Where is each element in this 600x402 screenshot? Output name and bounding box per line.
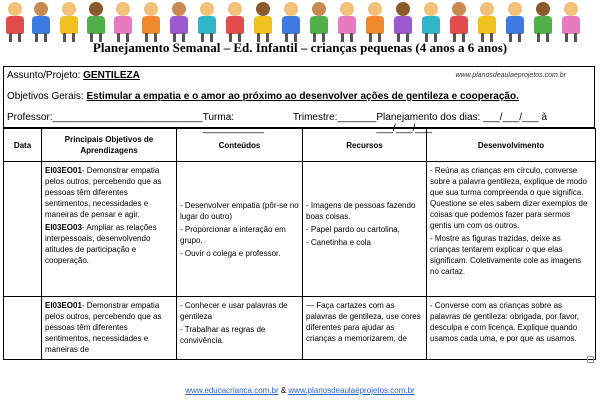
table-header-row bbox=[4, 129, 596, 162]
child-illustration bbox=[140, 2, 162, 42]
resources-cell bbox=[303, 162, 427, 297]
table-row bbox=[4, 297, 596, 360]
plan-table bbox=[3, 128, 596, 360]
child-illustration bbox=[85, 2, 107, 42]
contents-cell bbox=[177, 297, 303, 360]
table-row bbox=[4, 162, 596, 297]
content-item: - Trabalhar as regras de convivência. bbox=[180, 325, 266, 345]
subject-value: GENTILEZA bbox=[83, 70, 140, 81]
objective-code: EI03EO01 bbox=[45, 166, 82, 175]
child-illustration bbox=[4, 2, 26, 42]
subject-label: Assunto/Projeto: bbox=[7, 70, 81, 81]
objective-text: - Ampliar as relações interpessoais, desenvolvendo atitudes de participação e cooperação. bbox=[45, 223, 157, 265]
plan-header bbox=[3, 66, 595, 134]
child-illustration bbox=[196, 2, 218, 42]
content-item: - Conhecer e usar palavras de gentileza bbox=[180, 301, 288, 321]
site-url[interactable]: www.planosdeaulaeprojetos.com.br bbox=[455, 72, 566, 79]
content-item: - Ouvir o colega e professor. bbox=[180, 249, 281, 258]
resource-item: - Imagens de pessoas fazendo boas coisas. bbox=[306, 201, 416, 221]
child-illustration bbox=[448, 2, 470, 42]
child-illustration bbox=[336, 2, 358, 42]
objectives-label: Objetivos Gerais: bbox=[7, 91, 84, 102]
content-item: - Proporcionar a interação em grupo. bbox=[180, 225, 286, 245]
development-item: - Converse com as crianças sobre as palavras de gentileza: obrigada, por favor, desculpa e com licença. Explique quando usamos cada uma, e por que as usamos. bbox=[430, 301, 579, 343]
child-illustration bbox=[168, 2, 190, 42]
header-date: Data bbox=[4, 129, 42, 162]
objectives-cell bbox=[42, 162, 177, 297]
child-illustration bbox=[58, 2, 80, 42]
development-cell bbox=[427, 297, 596, 360]
content-item: - Desenvolver empatia (pôr-se no lugar do outro) bbox=[180, 201, 299, 221]
objective-code: EI03EO01 bbox=[45, 301, 82, 310]
child-illustration bbox=[30, 2, 52, 42]
child-illustration bbox=[560, 2, 582, 42]
date-cell[interactable] bbox=[4, 297, 42, 360]
child-illustration bbox=[364, 2, 386, 42]
resources-cell bbox=[303, 297, 427, 360]
footer-link-planos[interactable]: www.planosdeaulaeprojetos.com.br bbox=[288, 386, 415, 395]
page-title: Planejamento Semanal – Ed. Infantil – crianças pequenas (4 anos a 6 anos) bbox=[92, 40, 508, 55]
footer-link-educacrianca[interactable]: www.educacrianca.com.br bbox=[185, 386, 279, 395]
objective-item bbox=[45, 222, 173, 266]
child-illustration bbox=[112, 2, 134, 42]
child-illustration bbox=[392, 2, 414, 42]
objectives-row bbox=[7, 91, 519, 102]
development-cell bbox=[427, 162, 596, 297]
child-illustration bbox=[420, 2, 442, 42]
child-illustration bbox=[280, 2, 302, 42]
header-development: Desenvolvimento bbox=[427, 129, 596, 162]
objective-item bbox=[45, 165, 173, 220]
child-illustration bbox=[224, 2, 246, 42]
footer-links bbox=[0, 386, 600, 395]
objective-text: - Demonstrar empatia pelos outros, percebendo que as pessoas têm diferentes sentimentos, necessidades e maneiras de pensar e agir. bbox=[45, 166, 162, 219]
objective-item bbox=[45, 300, 173, 355]
subject-row bbox=[7, 70, 140, 81]
resource-item: - Canetinha e cola bbox=[306, 238, 371, 247]
resize-handle-icon bbox=[587, 356, 594, 363]
objectives-value: Estimular a empatia e o amor ao próximo ao desenvolver ações de gentileza e cooperação. bbox=[86, 91, 519, 102]
resource-item: - Papel pardo ou cartolina, bbox=[306, 225, 400, 234]
days-field[interactable]: Planejamento dos dias: ___/___/___ à ___/___/___ bbox=[376, 112, 548, 134]
resource-item: — Faça cartazes com as palavras de gentileza, use cores diferentes para ajudar as crianças a memorizarem, de bbox=[306, 301, 421, 343]
development-item: - Mostre as figuras trazidas, deixe as crianças tentarem explicar o que elas significam. Coletivamente cole as imagens no cartaz. bbox=[430, 234, 582, 276]
child-illustration bbox=[504, 2, 526, 42]
objectives-cell bbox=[42, 297, 177, 360]
child-illustration bbox=[308, 2, 330, 42]
child-illustration bbox=[532, 2, 554, 42]
contents-cell bbox=[177, 162, 303, 297]
header-contents: Conteúdos bbox=[177, 129, 303, 162]
date-cell[interactable] bbox=[4, 162, 42, 297]
teacher-field[interactable]: Professor:___________________________ bbox=[7, 112, 203, 123]
objective-code: EI03EO03 bbox=[45, 223, 82, 232]
child-illustration bbox=[476, 2, 498, 42]
development-item: - Reúna as crianças em círculo, converse sobre a palavra gentileza, explique de modo que sua turma compreenda o que significa. Questione se eles sabem dizer exemplos de coisas que podemos fazer para sermos gentis um com os outros. bbox=[430, 166, 588, 230]
class-field[interactable]: Turma: ___________ bbox=[202, 112, 264, 134]
footer-separator: & bbox=[278, 386, 289, 395]
child-illustration bbox=[252, 2, 274, 42]
objective-text: - Demonstrar empatia pelos outros, percebendo que as pessoas têm diferentes sentimentos, necessidades e maneiras de bbox=[45, 301, 162, 354]
header-objectives: Principais Objetivos de Aprendizagens bbox=[42, 129, 177, 162]
header-resources: Recursos bbox=[303, 129, 427, 162]
trimester-field[interactable]: Trimestre:_______ bbox=[292, 112, 377, 123]
